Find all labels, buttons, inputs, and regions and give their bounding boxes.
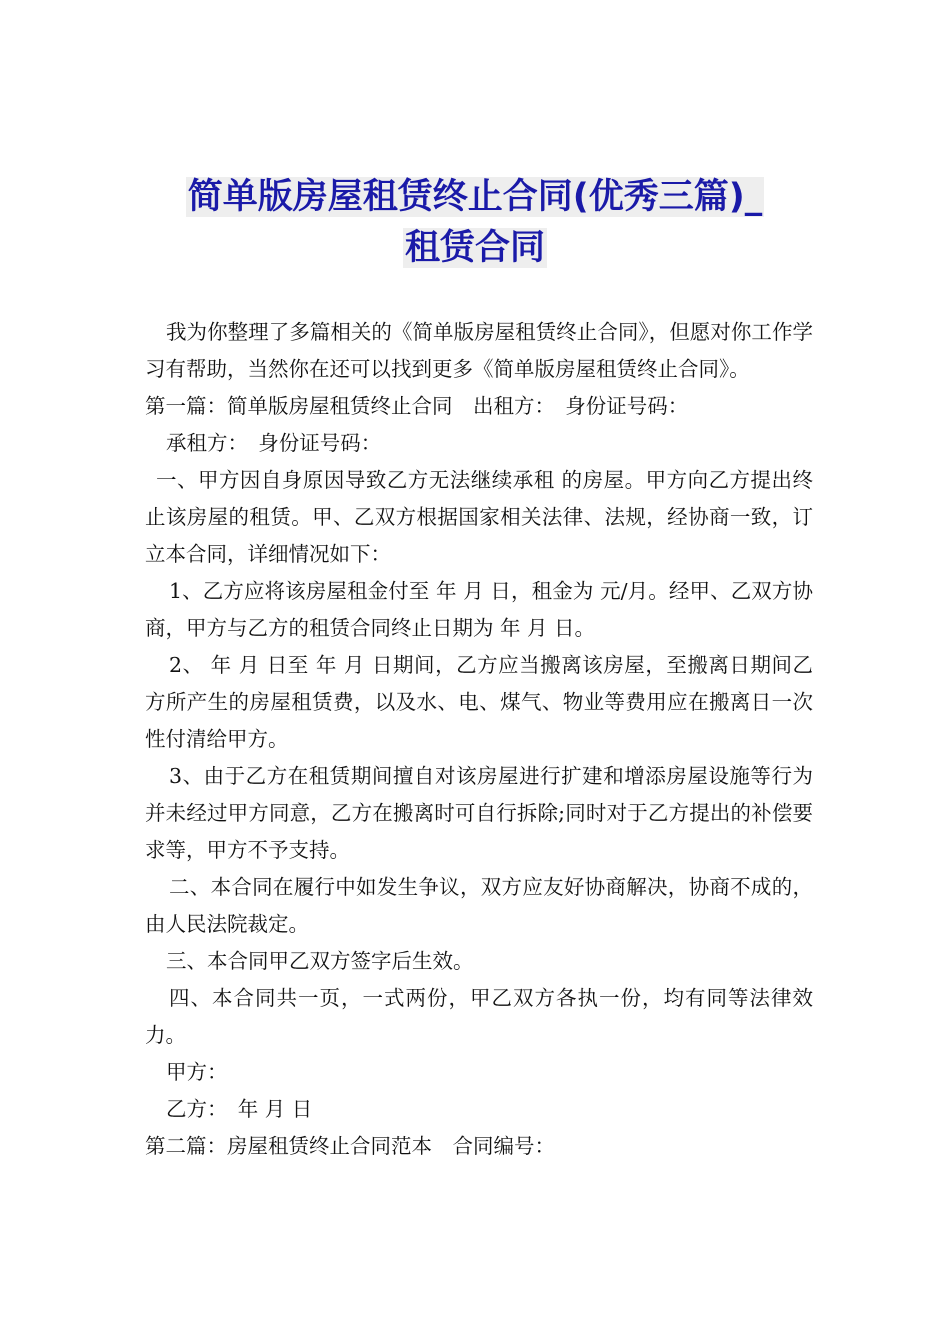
section-2-heading: 第二篇：房屋租赁终止合同范本 合同编号：: [145, 1134, 555, 1158]
clause-1: 一、甲方因自身原因导致乙方无法继续承租 的房屋。甲方向乙方提出终止该房屋的租赁。甲、乙双方根据国家相关法律、法规，经协商一致，订立本合同，详细情况如下：: [145, 468, 813, 566]
clause-2: 二、本合同在履行中如发生争议，双方应友好协商解决，协商不成的，由人民法院裁定。: [145, 875, 813, 936]
title-line-1: 简单版房屋租赁终止合同(优秀三篇)_: [187, 177, 763, 217]
party-b-signature: 乙方： 年 月 日: [166, 1097, 313, 1121]
clause-4: 四、本合同共一页，一式两份，甲乙双方各执一份，均有同等法律效力。: [145, 986, 813, 1047]
section-1-heading: 第一篇：简单版房屋租赁终止合同 出租方： 身份证号码：: [145, 394, 689, 418]
document-body: [145, 314, 813, 1165]
lessee-line: 承租方： 身份证号码：: [166, 431, 382, 455]
party-a-signature: 甲方：: [166, 1060, 228, 1084]
clause-1-item-1: 1、乙方应将该房屋租金付至 年 月 日，租金为 元/月。经甲、乙双方协商，甲方与乙方的租赁合同终止日期为 年 月 日。: [145, 579, 813, 640]
document-title: [140, 172, 810, 274]
clause-3: 三、本合同甲乙双方签字后生效。: [166, 949, 474, 973]
title-line-2: 租赁合同: [404, 228, 545, 268]
intro-paragraph: 我为你整理了多篇相关的《简单版房屋租赁终止合同》，但愿对你工作学习有帮助，当然你在还可以找到更多《简单版房屋租赁终止合同》。: [145, 320, 813, 381]
clause-1-item-3: 3、由于乙方在租赁期间擅自对该房屋进行扩建和增添房屋设施等行为并未经过甲方同意，乙方在搬离时可自行拆除;同时对于乙方提出的补偿要求等，甲方不予支持。: [145, 764, 813, 862]
clause-1-item-2: 2、 年 月 日至 年 月 日期间，乙方应当搬离该房屋，至搬离日期间乙方所产生的房屋租赁费，以及水、电、煤气、物业等费用应在搬离日一次性付清给甲方。: [145, 653, 813, 751]
